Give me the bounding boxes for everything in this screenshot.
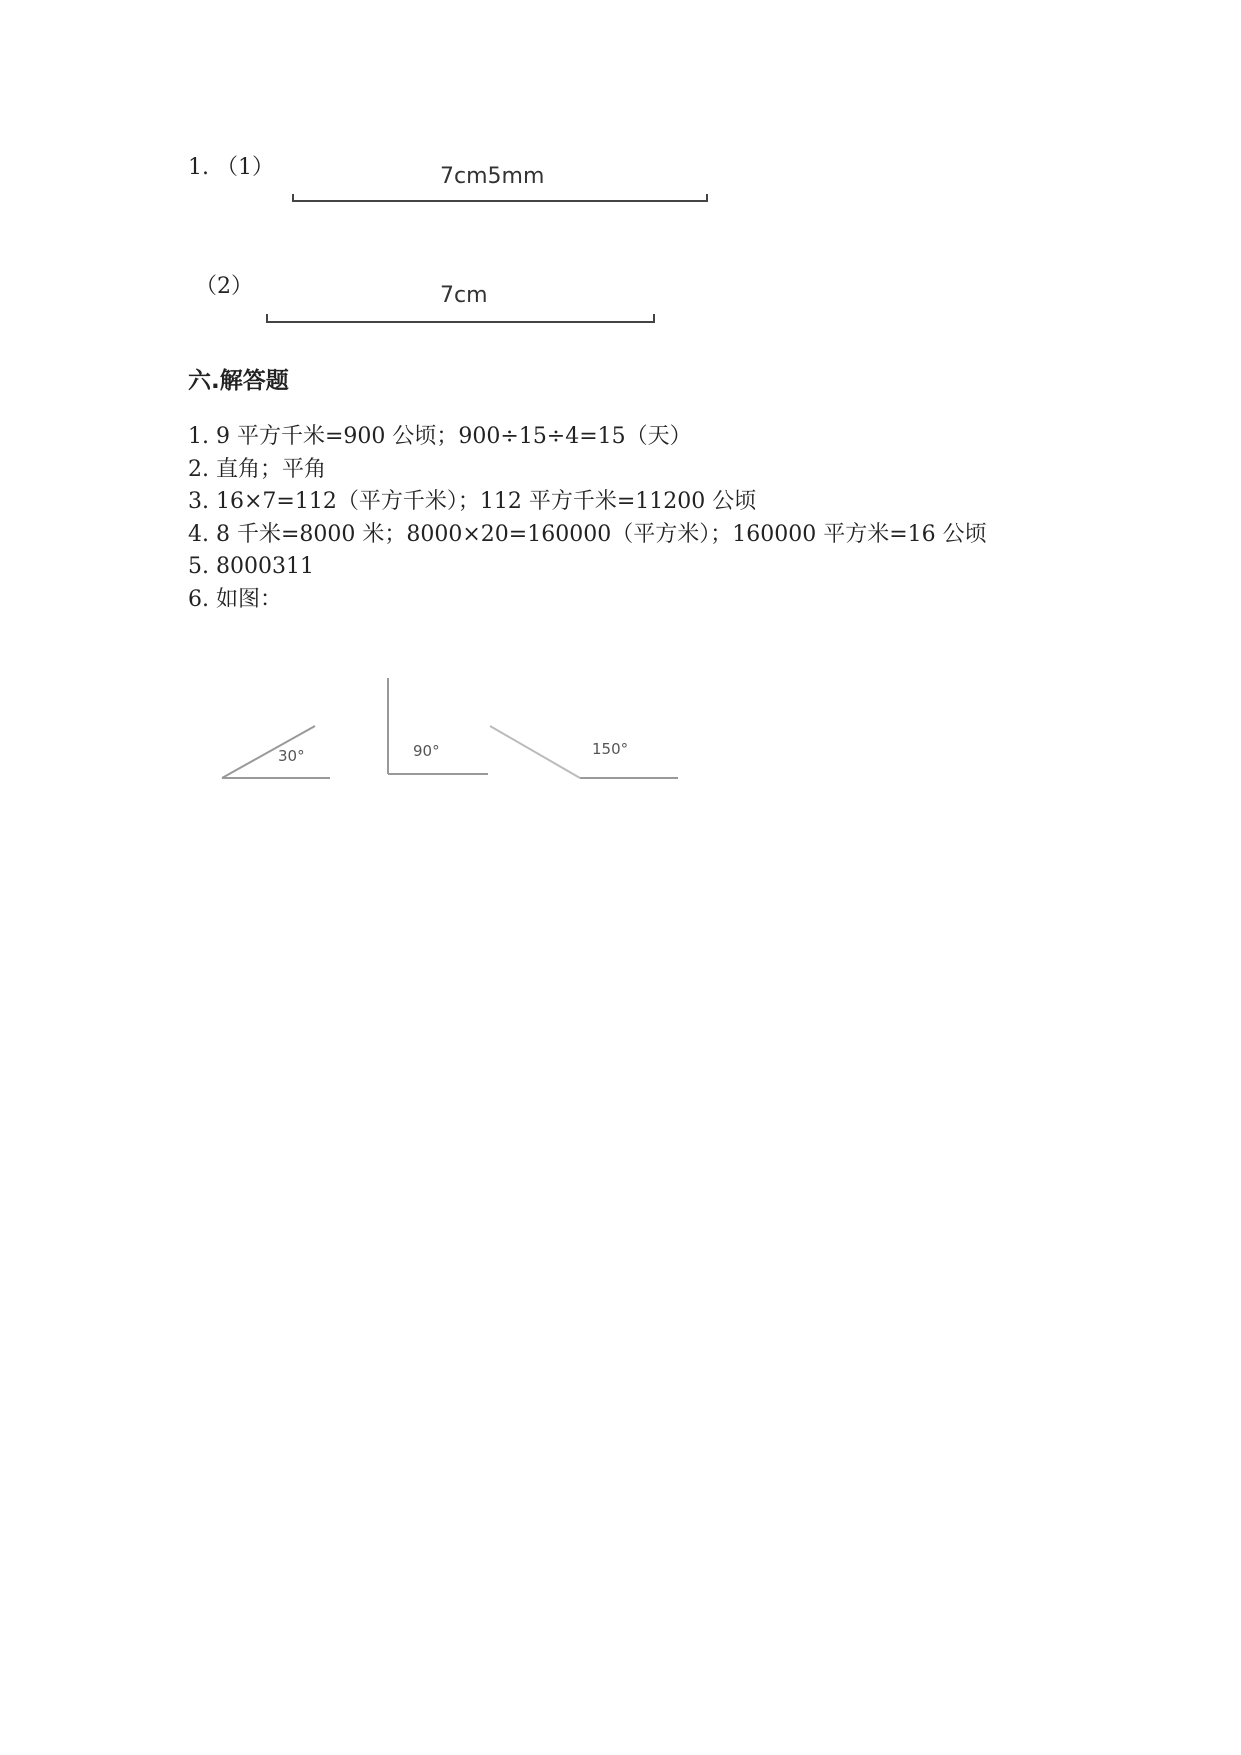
answer-item-6: 6. 如图： xyxy=(188,586,282,612)
segment-1 xyxy=(290,190,720,210)
segment-2 xyxy=(264,310,664,330)
angle-30-label: 30° xyxy=(278,747,305,765)
answer-item-1: 1. 9 平方千米=900 公顷；900÷15÷4=15（天） xyxy=(188,424,692,449)
item-1-label: 1. （1） xyxy=(188,155,274,180)
angle-90-label: 90° xyxy=(413,742,440,760)
section-title: 六.解答题 xyxy=(188,368,289,394)
angle-30 xyxy=(222,726,330,778)
angle-90 xyxy=(388,678,488,774)
answer-list xyxy=(188,421,987,617)
angle-figures xyxy=(210,670,700,790)
answer-item-5: 5. 8000311 xyxy=(188,554,314,580)
segment-1-length-label: 7cm5mm xyxy=(440,164,545,189)
angle-150-label: 150° xyxy=(592,740,629,758)
angle-150 xyxy=(490,726,678,778)
answer-item-4: 4. 8 千米=8000 米；8000×20=160000（平方米）；160000 平方米=16 公顷 xyxy=(188,521,987,547)
segment-2-length-label: 7cm xyxy=(440,283,488,308)
answer-item-2: 2. 直角；平角 xyxy=(188,456,326,482)
answer-item-3: 3. 16×7=112（平方千米）；112 平方千米=11200 公顷 xyxy=(188,489,757,515)
item-2-label: （2） xyxy=(195,274,253,299)
